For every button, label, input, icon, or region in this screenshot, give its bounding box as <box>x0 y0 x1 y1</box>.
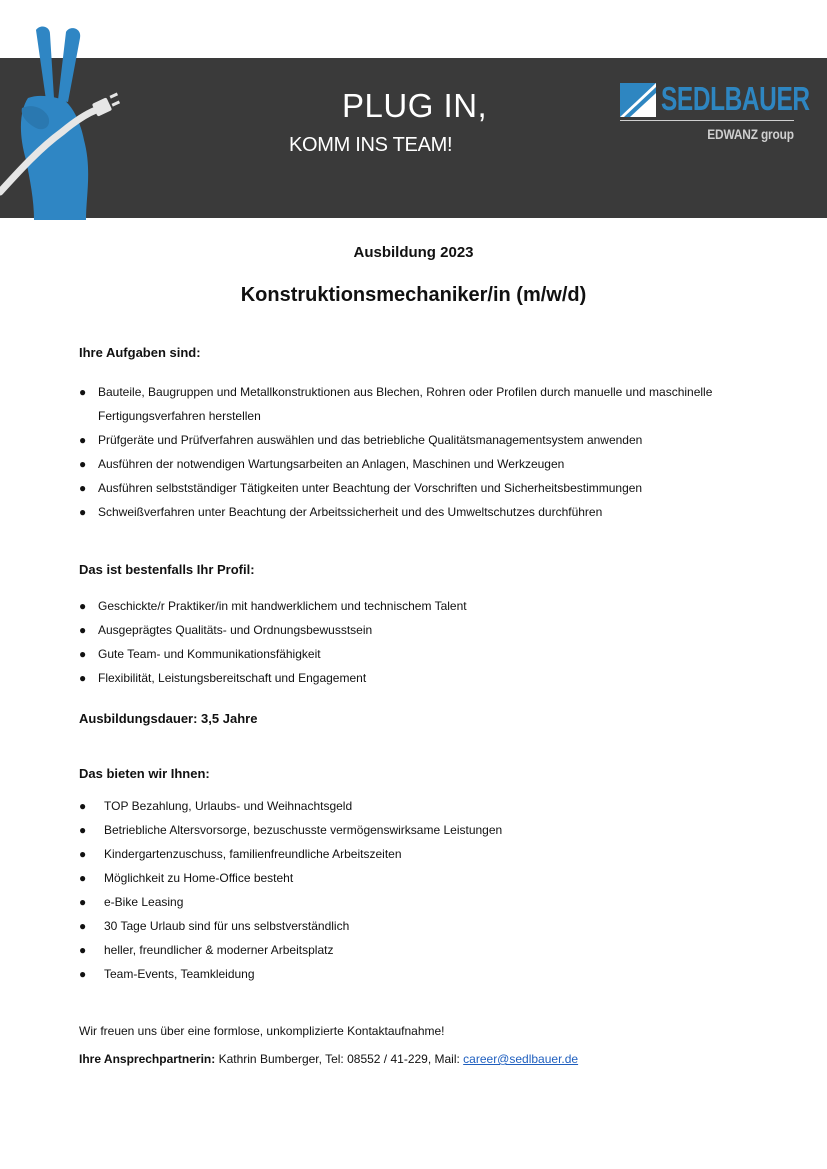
list-item <box>79 500 759 524</box>
profile-list <box>79 594 759 690</box>
list-item-text: Kindergartenzuschuss, familienfreundliche Arbeitszeiten <box>104 847 402 861</box>
profile-heading: Das ist bestenfalls Ihr Profil: <box>79 562 255 577</box>
contact-email-link[interactable]: career@sedlbauer.de <box>463 1052 579 1066</box>
banner-subline: KOMM INS TEAM! <box>289 134 453 156</box>
list-item <box>79 842 759 866</box>
job-title: Konstruktionsmechaniker/in (m/w/d) <box>240 284 587 306</box>
list-item-text: e-Bike Leasing <box>104 895 184 909</box>
list-item <box>79 594 759 618</box>
list-item <box>79 476 759 500</box>
list-item <box>79 428 759 452</box>
list-item <box>79 890 759 914</box>
bullet-icon: ● <box>79 967 87 981</box>
list-item-text: Bauteile, Baugruppen und Metallkonstruktionen aus Blechen, Rohren oder Profilen durch manuelle und maschinelle Fertigungsverfahren herstellen <box>98 385 713 423</box>
bullet-icon: ● <box>79 385 87 399</box>
list-item-text: Schweißverfahren unter Beachtung der Arbeitssicherheit und des Umweltschutzes durchführen <box>98 505 603 519</box>
bullet-icon: ● <box>79 799 87 813</box>
bullet-icon: ● <box>79 457 87 471</box>
bullet-icon: ● <box>79 505 87 519</box>
logo-divider <box>620 120 794 121</box>
sedlbauer-logo-mark-icon <box>620 83 656 117</box>
list-item <box>79 794 759 818</box>
logo-group-name: EDWANZ group <box>707 126 794 142</box>
list-item-text: heller, freundlicher & moderner Arbeitsplatz <box>104 943 334 957</box>
bullet-icon: ● <box>79 871 87 885</box>
training-duration: Ausbildungsdauer: 3,5 Jahre <box>79 711 258 726</box>
bullet-icon: ● <box>79 671 87 685</box>
tasks-list <box>79 380 759 524</box>
list-item <box>79 666 759 690</box>
list-item-text: Ausführen selbstständiger Tätigkeiten unter Beachtung der Vorschriften und Sicherheitsbestimmungen <box>98 481 643 495</box>
offer-heading: Das bieten wir Ihnen: <box>79 766 210 781</box>
bullet-icon: ● <box>79 847 87 861</box>
list-item <box>79 962 759 986</box>
logo-wordmark: SEDLBAUER <box>661 80 810 117</box>
tasks-heading: Ihre Aufgaben sind: <box>79 345 201 360</box>
closing-text: Wir freuen uns über eine formlose, unkomplizierte Kontaktaufnahme! <box>79 1024 445 1038</box>
list-item <box>79 914 759 938</box>
company-logo <box>620 80 810 146</box>
list-item-text: 30 Tage Urlaub sind für uns selbstverständlich <box>104 919 350 933</box>
list-item <box>79 618 759 642</box>
offer-list <box>79 794 759 986</box>
bullet-icon: ● <box>79 823 87 837</box>
list-item-text: Betriebliche Altersvorsorge, bezuschusste vermögenswirksame Leistungen <box>104 823 503 837</box>
list-item-text: Ausführen der notwendigen Wartungsarbeiten an Anlagen, Maschinen und Werkzeugen <box>98 457 565 471</box>
list-item-text: TOP Bezahlung, Urlaubs- und Weihnachtsgeld <box>104 799 353 813</box>
list-item <box>79 818 759 842</box>
list-item <box>79 380 759 428</box>
list-item-text: Gute Team- und Kommunikationsfähigkeit <box>98 647 321 661</box>
list-item <box>79 452 759 476</box>
bullet-icon: ● <box>79 481 87 495</box>
list-item-text: Flexibilität, Leistungsbereitschaft und Engagement <box>98 671 367 685</box>
bullet-icon: ● <box>79 919 87 933</box>
list-item <box>79 866 759 890</box>
bullet-icon: ● <box>79 943 87 957</box>
job-year: Ausbildung 2023 <box>353 244 474 261</box>
bullet-icon: ● <box>79 433 87 447</box>
bullet-icon: ● <box>79 623 87 637</box>
list-item <box>79 938 759 962</box>
contact-details: Kathrin Bumberger, Tel: 08552 / 41-229, Mail: <box>215 1052 464 1066</box>
banner-headline: PLUG IN, <box>342 87 488 124</box>
bullet-icon: ● <box>79 647 87 661</box>
list-item-text: Team-Events, Teamkleidung <box>104 967 255 981</box>
list-item-text: Geschickte/r Praktiker/in mit handwerklichem und technischem Talent <box>98 599 467 613</box>
victory-hand-with-plug-icon <box>0 20 140 220</box>
list-item-text: Ausgeprägtes Qualitäts- und Ordnungsbewusstsein <box>98 623 373 637</box>
contact-line <box>79 1052 578 1066</box>
bullet-icon: ● <box>79 599 87 613</box>
bullet-icon: ● <box>79 895 87 909</box>
list-item-text: Prüfgeräte und Prüfverfahren auswählen und das betriebliche Qualitätsmanagementsystem anwenden <box>98 433 643 447</box>
list-item-text: Möglichkeit zu Home-Office besteht <box>104 871 294 885</box>
list-item <box>79 642 759 666</box>
contact-label: Ihre Ansprechpartnerin: <box>79 1052 216 1066</box>
